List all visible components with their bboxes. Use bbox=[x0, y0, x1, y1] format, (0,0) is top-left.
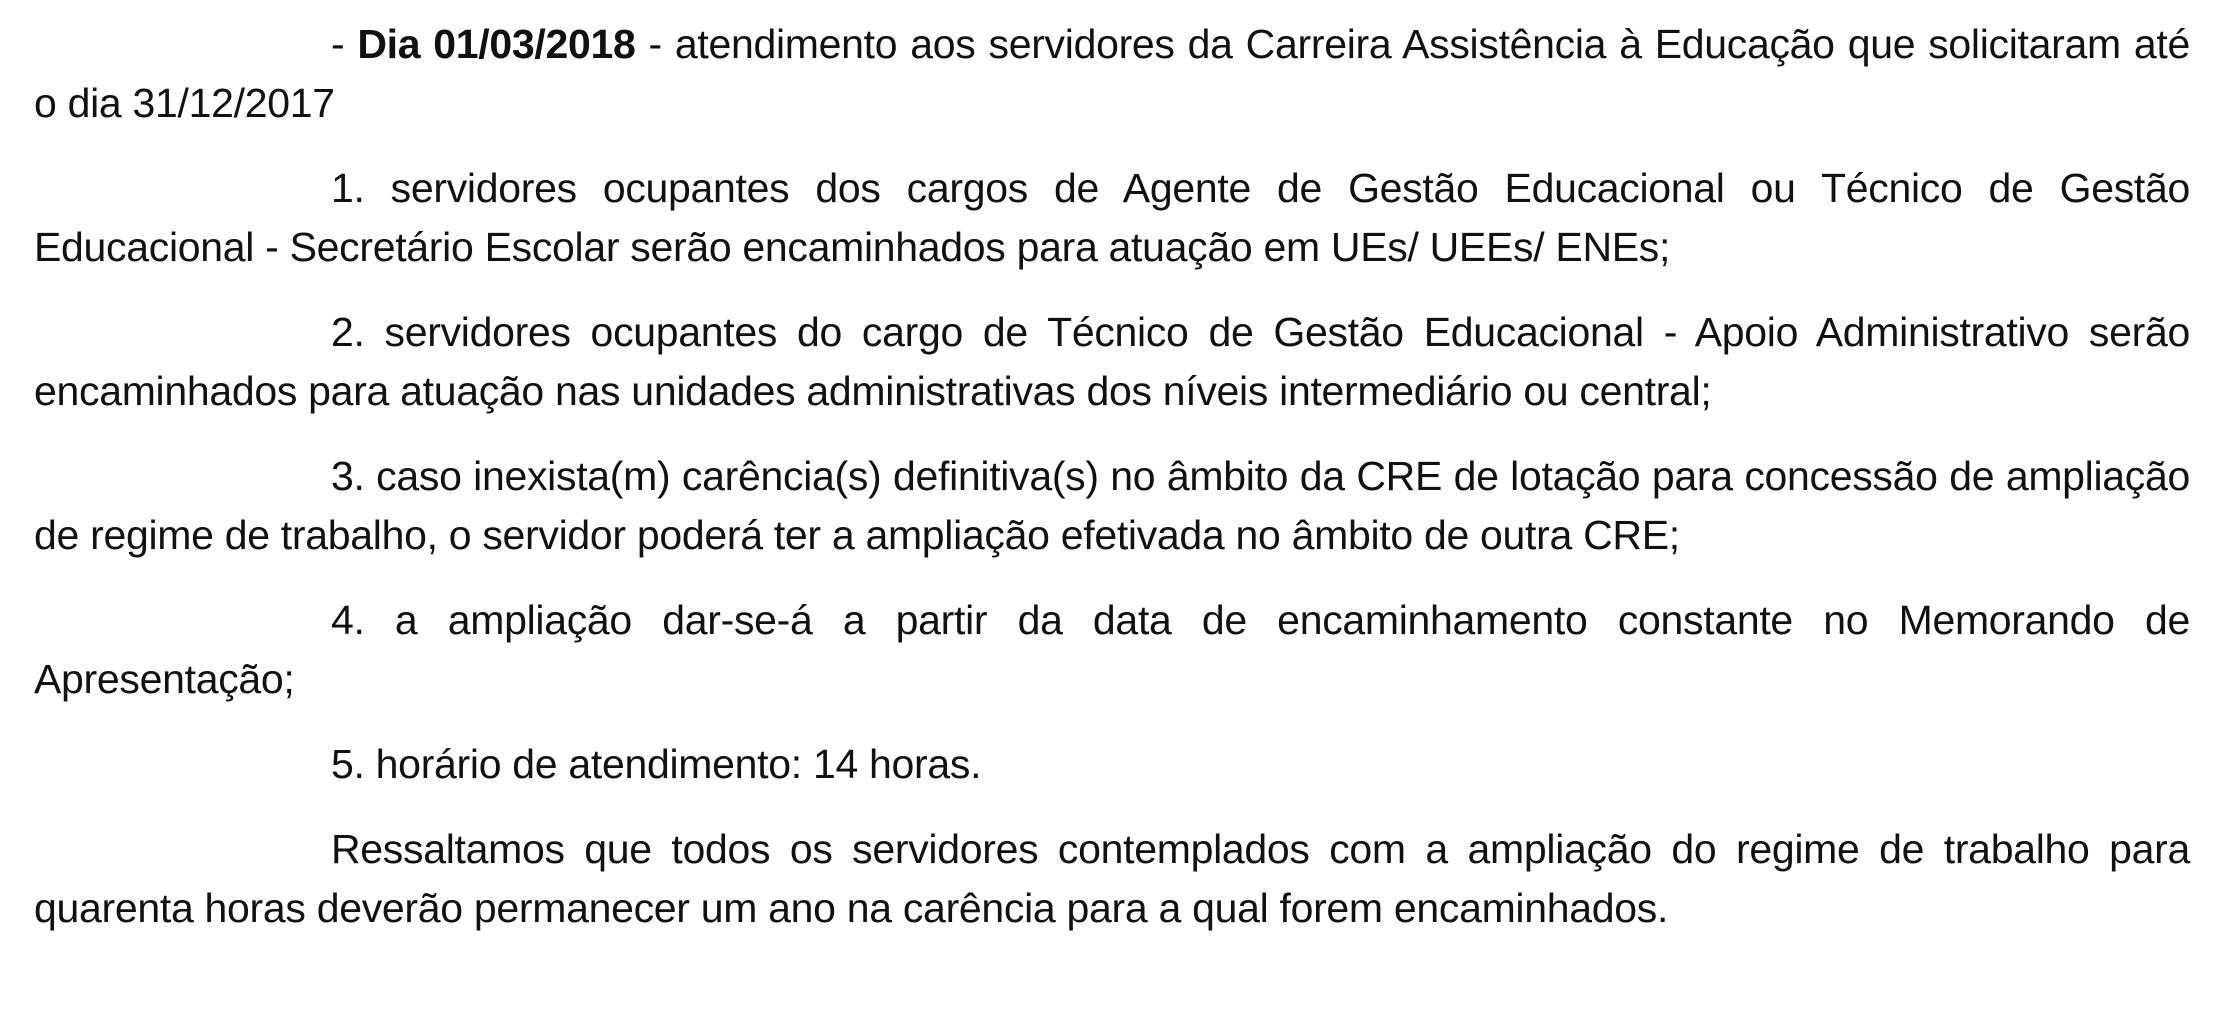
intro-paragraph bbox=[34, 15, 2190, 133]
closing-paragraph: Ressaltamos que todos os servidores contemplados com a ampliação do regime de trabalho para quarenta horas deverão permanecer um ano na carência para a qual forem encaminhados. bbox=[34, 826, 2190, 931]
list-item-1: 1. servidores ocupantes dos cargos de Agente de Gestão Educacional ou Técnico de Gestão Educacional - Secretário Escolar serão encaminhados para atuação em UEs/ UEEs/ ENEs; bbox=[34, 165, 2190, 270]
intro-date: Dia 01/03/2018 bbox=[357, 21, 636, 67]
list-item-2: 2. servidores ocupantes do cargo de Técnico de Gestão Educacional - Apoio Administrativo serão encaminhados para atuação nas unidades administrativas dos níveis intermediário ou central; bbox=[34, 309, 2190, 414]
document-body bbox=[34, 15, 2190, 938]
intro-text: - atendimento aos servidores da Carreira Assistência à Educação que solicitaram até o dia 31/12/2017 bbox=[34, 21, 2190, 126]
list-item-5: 5. horário de atendimento: 14 horas. bbox=[331, 741, 982, 787]
list-item-4: 4. a ampliação dar-se-á a partir da data de encaminhamento constante no Memorando de Apresentação; bbox=[34, 597, 2190, 702]
list-item-3: 3. caso inexista(m) carência(s) definitiva(s) no âmbito da CRE de lotação para concessão de ampliação de regime de trabalho, o servidor poderá ter a ampliação efetivada no âmbito de outra CRE; bbox=[34, 453, 2190, 558]
intro-dash: - bbox=[331, 21, 358, 67]
